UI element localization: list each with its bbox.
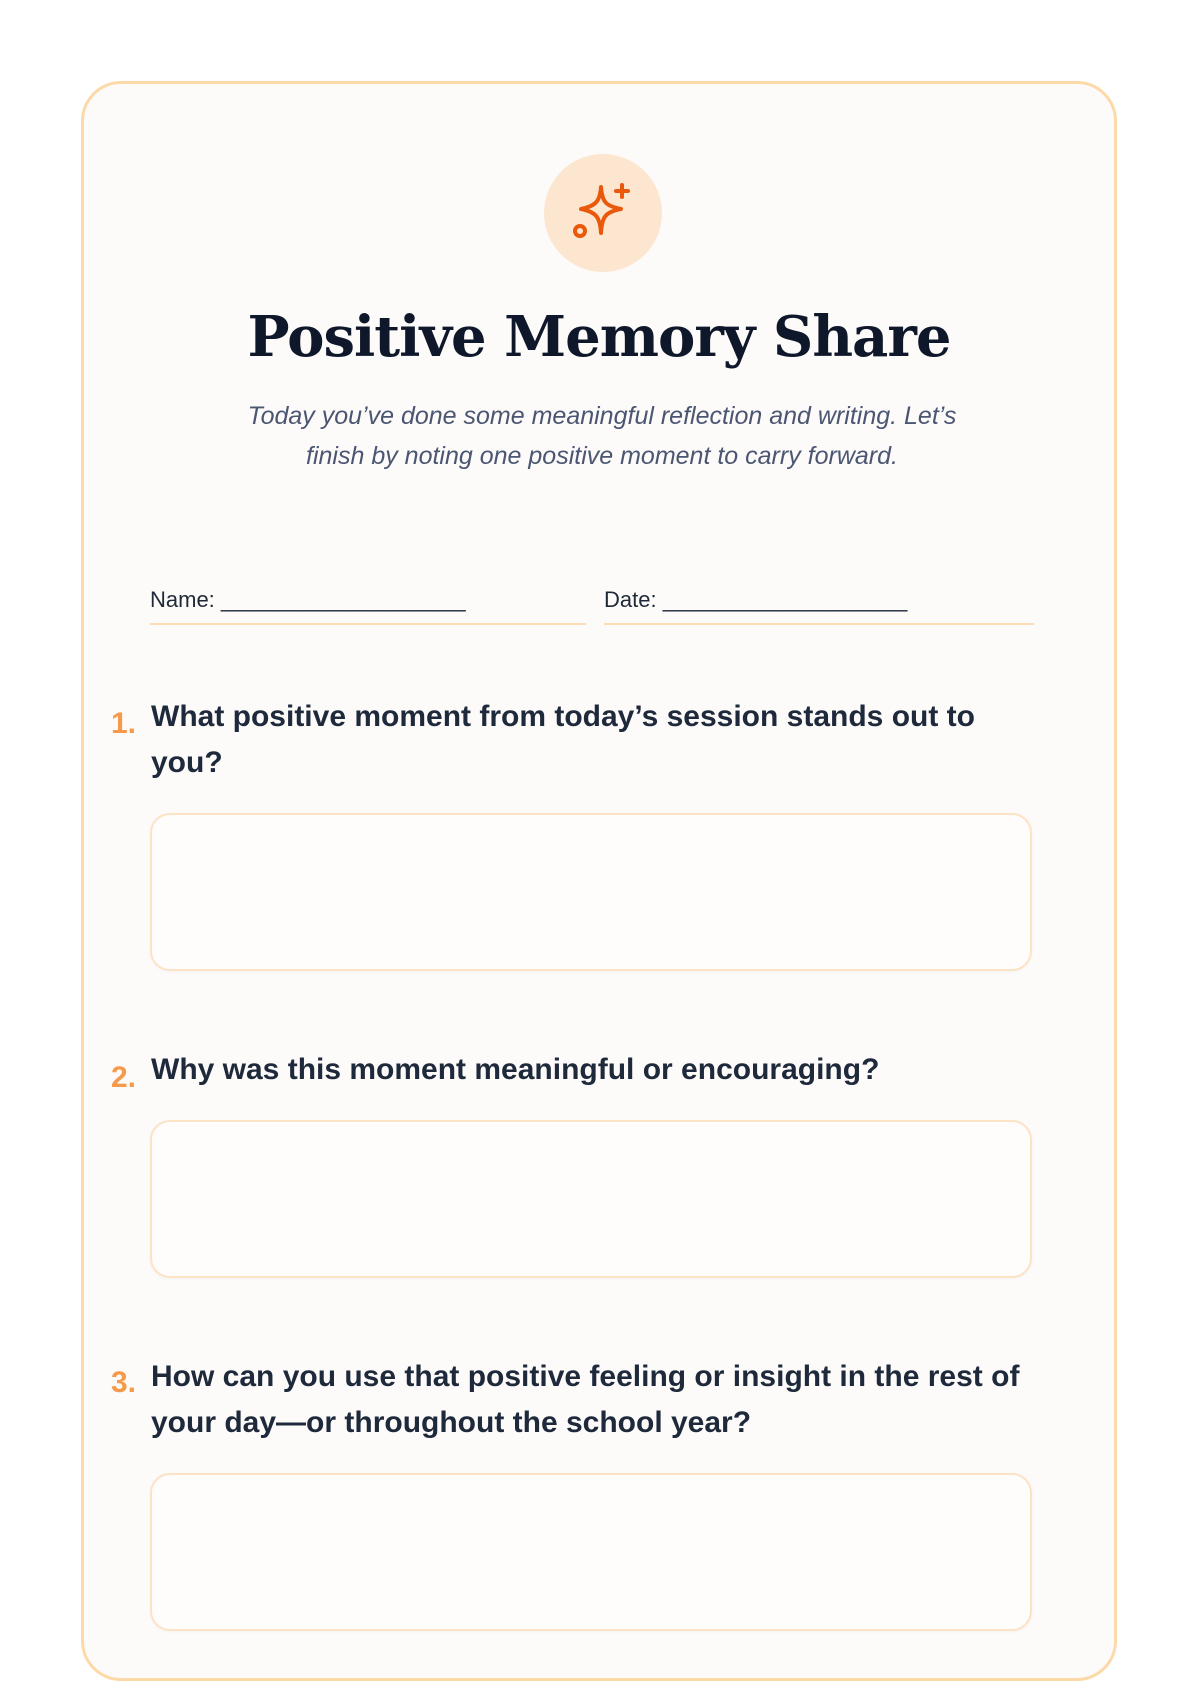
sparkles-icon [571,181,635,245]
question-number: 3. [111,1366,137,1399]
icon-badge [544,154,662,272]
answer-box-1[interactable] [150,813,1032,971]
question-text: What positive moment from today’s session stands out to you? [151,700,975,779]
question-text: How can you use that positive feeling or insight in the rest of your day—or throughout the school year? [151,1360,1020,1439]
worksheet-card [81,81,1117,1681]
question-text: Why was this moment meaningful or encouraging? [151,1053,880,1086]
question-number: 2. [111,1061,137,1094]
answer-box-3[interactable] [150,1473,1032,1631]
question-number: 1. [111,707,137,740]
page-title: Positive Memory Share [247,304,951,370]
answer-box-2[interactable] [150,1120,1032,1278]
name-field[interactable]: Name: ____________________ [150,587,586,625]
date-field[interactable]: Date: ____________________ [604,587,1034,625]
page-subtitle: Today you’ve done some meaningful reflection and writing. Let’s finish by noting one positive moment to carry forward. [247,402,957,470]
